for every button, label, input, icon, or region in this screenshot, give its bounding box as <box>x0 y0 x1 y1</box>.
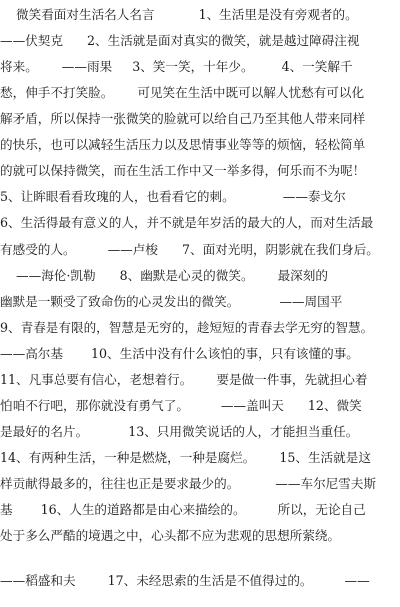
text-line: 怕咱不行吧，那你就没有勇气了。 ——盖叫天 12、微笑 <box>0 398 362 413</box>
text-line: 是最好的名片。 13、只用微笑说话的人，才能担当重任。 <box>0 424 359 439</box>
text-line: ——高尔基 10、生活中没有什么该怕的事，只有该懂的事。 <box>0 346 359 361</box>
text-line: 有感受的人。 ——卢梭 7、面对光明，阴影就在我们身后。 <box>0 242 379 257</box>
text-line: 5、让眸眼看看玫瑰的人，也看看它的刺。 ——泰戈尔 <box>0 189 346 204</box>
text-line: 基 16、人生的道路都是由心来描绘的。 所以，无论自己 <box>0 502 366 517</box>
text-line: ——稻盛和夫 17、未经思索的生活是不值得过的。 —— <box>0 573 370 588</box>
text-line: 将来。 ——雨果 3、笑一笑，十年少。 4、一笑解千 <box>0 59 353 74</box>
text-line: 11、凡事总要有信心，老想着行。 要是做一件事，先就担心着 <box>0 372 368 387</box>
text-line: 6、生活得最有意义的人，并不就是年岁活的最大的人，而对生活最 <box>0 215 374 230</box>
text-line: 的快乐，也可以减轻生活压力以及思情事业等等的烦恼，轻松简单 <box>0 137 366 152</box>
text-line: 14、有两种生活，一种是燃烧，一种是腐烂。 15、生活就是这 <box>0 450 371 465</box>
text-line: ——伏契克 2、生活就是面对真实的微笑，就是越过障碍注视 <box>0 33 360 48</box>
text-line: 9、青春是有限的，智慧是无穷的，趁短短的青春去学无穷的智慧。 <box>0 320 374 335</box>
text-line: ——海伦·凯勒 8、幽默是心灵的微笑。 最深刻的 <box>0 268 328 283</box>
text-line: 的就可以保持微笑，而在生活工作中又一举多得，何乐而不为呢！ <box>0 163 366 178</box>
text-line: 样贡献得最多的，往往也正是要求最少的。 ——车尔尼雪夫斯 <box>0 476 377 491</box>
text-line: 处于多么严酷的境遇之中，心头都不应为悲观的思想所萦绕。 <box>0 528 341 543</box>
text-line: 愁，伸手不打笑脸。 可见笑在生活中既可以解人忧愁有可以化 <box>0 85 365 100</box>
text-line: 幽默是一颗受了致命伤的心灵发出的微笑。 ——周国平 <box>0 294 343 309</box>
text-line: 解矛盾，所以保持一张微笑的脸就可以给自己乃至其他人带来同样 <box>0 111 366 126</box>
text-line: 微笑看面对生活名人名言 1、生活里是没有旁观者的。 <box>0 7 358 22</box>
